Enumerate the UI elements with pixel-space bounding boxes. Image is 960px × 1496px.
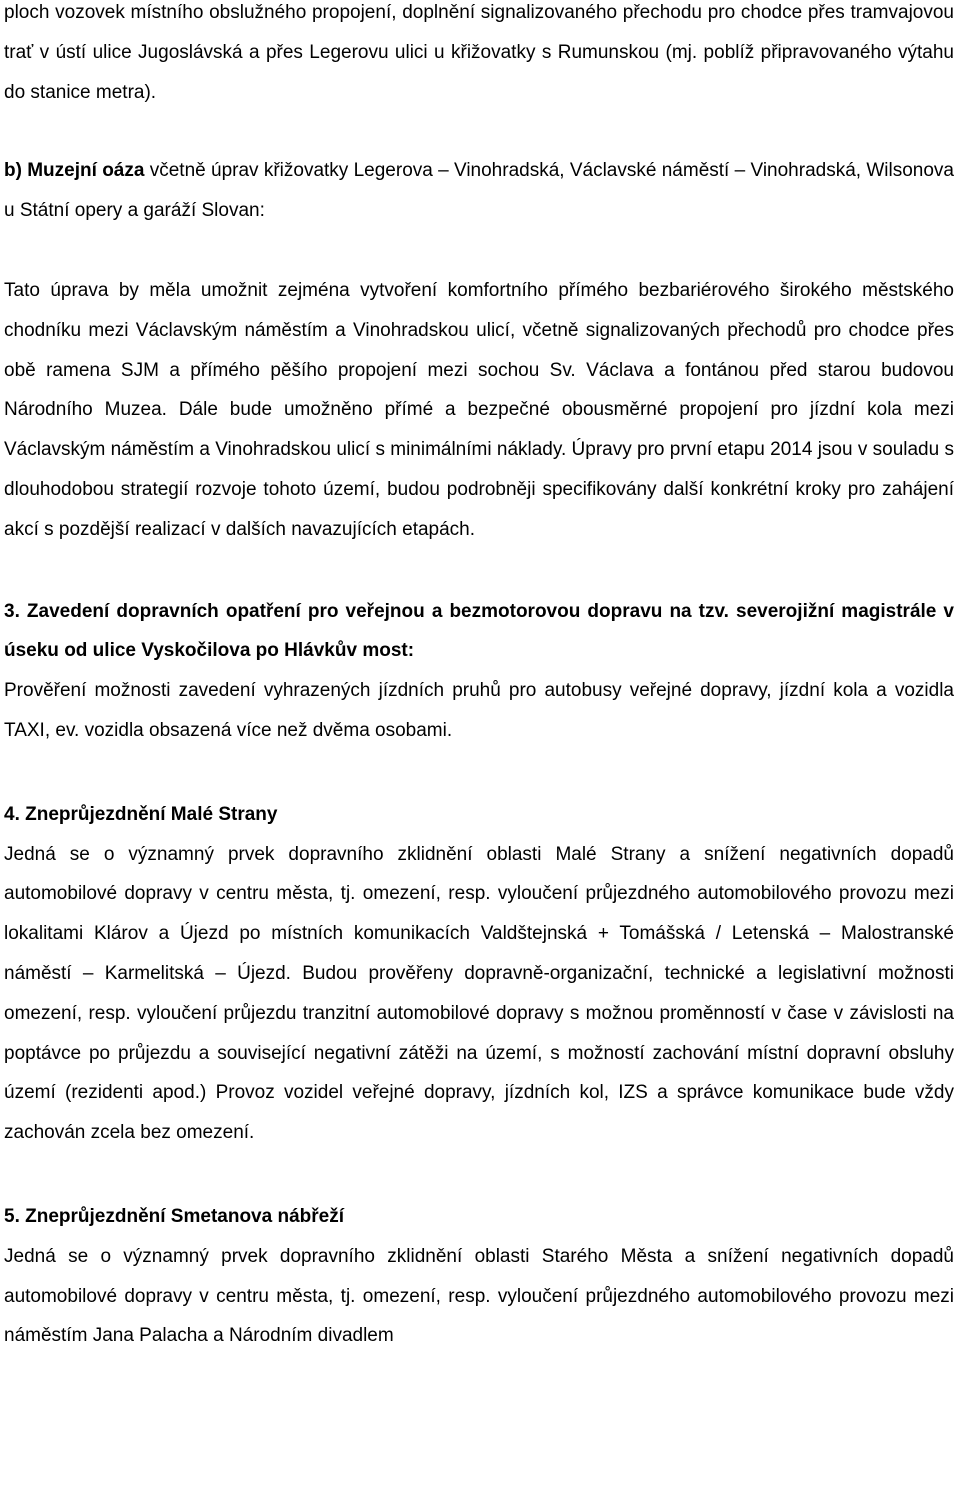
section-b-label: b) Muzejní oáza	[4, 160, 145, 182]
section-3-heading	[4, 592, 954, 672]
section-b-body: Tato úprava by měla umožnit zejména vytvoření komfortního přímého bezbariérového širokého městského chodníku mezi Václavským náměstím a Vinohradskou ulicí, včetně signalizovaných přechodů pro chodce přes obě ramena SJM a přímého pěšího propojení mezi sochou Sv. Václava a fontánou před starou budovou Národního Muzea. Dále bude umožněno přímé a bezpečné obousměrné propojení pro jízdní kola mezi Václavským náměstím a Vinohradskou ulicí s minimálními náklady. Úpravy pro první etapu 2014 jsou v souladu s dlouhodobou strategií rozvoje tohoto území, budou podrobněji specifikovány další konkrétní kroky pro zahájení akcí s pozdější realizací v dalších navazujících etapách.	[4, 279, 954, 540]
section-4-body: Jedná se o významný prvek dopravního zklidnění oblasti Malé Strany a snížení negativních dopadů automobilové dopravy v centru města, tj. omezení, resp. vyloučení průjezdného automobilového provozu mezi lokalitami Klárov a Újezd po místních komunikacích Valdštejnská + Tomášská / Letenská – Malostranské náměstí – Karmelitská – Újezd. Budou prověřeny dopravně-organizační, technické a legislativní možnosti omezení, resp. vyloučení průjezdu tranzitní automobilové dopravy s možnou proměnností v čase v závislosti na poptávce po průjezdu a související negativní zátěži na území, s možností zachování místní dopravní obsluhy území (rezidenti apod.) Provoz vozidel veřejné dopravy, jízdních kol, IZS a správce komunikace bude vždy zachován zcela bez omezení.	[4, 843, 954, 1144]
section-5-heading-text: Zneprůjezdnění Smetanova nábřeží	[19, 1205, 344, 1227]
intro-paragraph: ploch vozovek místního obslužného propojení, doplnění signalizovaného přechodu pro chodce přes tramvajovou trať v ústí ulice Jugoslávská a přes Legerovu ulici u křižovatky s Rumunskou (mj. poblíž připravovaného výtahu do stanice metra).	[4, 2, 954, 103]
section-b-heading	[4, 151, 954, 231]
spacer	[4, 1153, 954, 1197]
spacer	[4, 550, 954, 592]
section-4-number: 4.	[4, 803, 20, 825]
section-5-number: 5.	[4, 1205, 20, 1227]
section-3-heading-text: Zavedení dopravních opatření pro veřejnou a bezmotorovou dopravu na tzv. severojižní magistrále v úseku od ulice Vyskočilova po Hlávkův most:	[4, 600, 954, 662]
section-5-heading	[4, 1197, 954, 1237]
section-4-heading	[4, 795, 954, 835]
spacer	[4, 112, 954, 151]
section-5-body: Jedná se o významný prvek dopravního zklidnění oblasti Starého Města a snížení negativních dopadů automobilové dopravy v centru města, tj. omezení, resp. vyloučení průjezdného automobilového provozu mezi náměstím Jana Palacha a Národním divadlem	[4, 1245, 954, 1347]
section-b-heading-text: včetně úprav křižovatky Legerova – Vinohradská, Václavské náměstí – Vinohradská, Wilsonova u Státní opery a garáží Slovan:	[4, 160, 954, 222]
section-4-heading-text: Zneprůjezdnění Malé Strany	[19, 803, 278, 825]
spacer	[4, 231, 954, 271]
section-3-body: Prověření možnosti zavedení vyhrazených jízdních pruhů pro autobusy veřejné dopravy, jízdní kola a vozidla TAXI, ev. vozidla obsazená více než dvěma osobami.	[4, 680, 954, 741]
spacer	[4, 751, 954, 795]
section-3-number: 3.	[4, 600, 20, 622]
